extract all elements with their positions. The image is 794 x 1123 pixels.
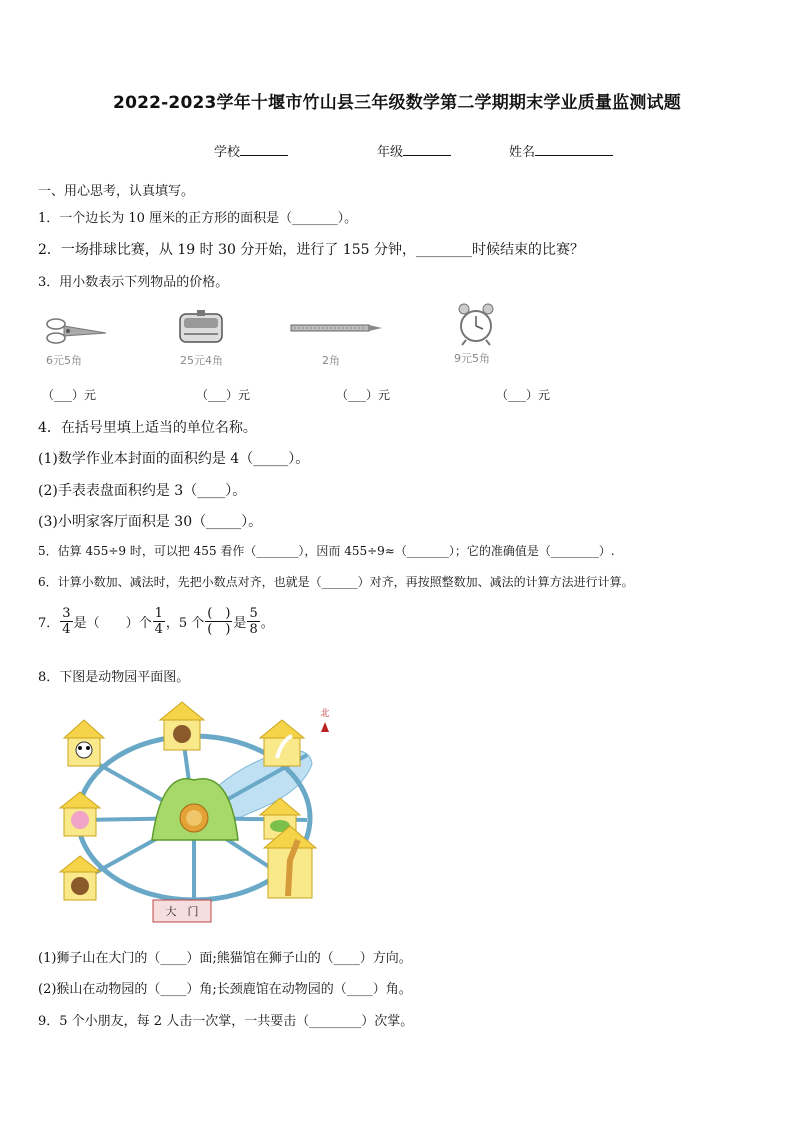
gate-label: 大 门	[165, 905, 199, 918]
price-label: 2角	[322, 354, 340, 367]
house-icon	[64, 720, 104, 766]
fraction-1-4: $\frac{1}{4}$	[154, 606, 163, 637]
answer-blank[interactable]: （___）元	[196, 388, 251, 402]
question-2: 2．一场排球比赛，从 19 时 30 分开始，进行了 155 分钟，________时候结束的比赛？	[38, 242, 584, 258]
grade-field[interactable]	[377, 141, 451, 160]
question-8-2: (2)猴山在动物园的（____）角;长颈鹿馆在动物园的（____）角。	[38, 982, 412, 997]
answer-blank[interactable]: （___）元	[496, 388, 551, 402]
question-9: 9．5 个小朋友，每 2 人击一次掌，一共要击（________）次掌。	[38, 1014, 414, 1029]
question-1: 1．一个边长为 10 厘米的正方形的面积是（_______）。	[38, 211, 358, 226]
page-title: 2022-2023学年十堰市竹山县三年级数学第二学期期末学业质量监测试题	[113, 93, 681, 113]
fraction-5-8: $\frac{5}{8}$	[249, 606, 258, 637]
pencil-icon	[290, 322, 384, 334]
question-3: 3．用小数表示下列物品的价格。	[38, 275, 229, 290]
question-4-3: (3)小明家客厅面积是 30（_____）。	[38, 514, 263, 530]
north-arrow-icon	[321, 722, 329, 732]
grade-label: 年级	[377, 145, 404, 160]
question-4-1: (1)数学作业本封面的面积约是 4（_____）。	[38, 451, 310, 467]
alarm-clock-icon	[456, 302, 496, 346]
question-8-1: (1)狮子山在大门的（____）面;熊猫馆在狮子山的（____）方向。	[38, 951, 412, 966]
question-5: 5．估算 455÷9 时，可以把 455 看作（_______），因而 455÷9≈（_______）；它的准确值是（________）.	[38, 544, 615, 558]
question-4: 4．在括号里填上适当的单位名称。	[38, 420, 257, 436]
school-label: 学校	[214, 145, 241, 160]
question-8: 8．下图是动物园平面图。	[38, 670, 190, 685]
price-label: 9元5角	[454, 352, 490, 365]
name-field[interactable]	[509, 141, 613, 160]
answer-blank[interactable]: （___）元	[336, 388, 391, 402]
question-6: 6．计算小数加、减法时，先把小数点对齐，也就是（______）对齐，再按照整数加、减法的计算方法进行计算。	[38, 575, 634, 589]
school-field[interactable]	[214, 141, 288, 160]
question-4-2: (2)手表表盘面积约是 3（____）。	[38, 483, 247, 499]
north-label: 北	[320, 709, 330, 719]
fraction-3-4: $\frac{3}{4}$	[62, 606, 71, 637]
scissors-icon	[44, 316, 108, 346]
answer-blank[interactable]: （___）元	[42, 388, 97, 402]
question-7: 7． $\frac{3}{4}$ 是（ ）个 $\frac{1}{4}$ ，5 个 $\frac{( )}{( )}$ 是 $\frac{5}{8}$ 。	[38, 606, 274, 637]
fraction-blank[interactable]: $\frac{( )}{( )}$	[207, 606, 231, 637]
price-label: 25元4角	[180, 354, 223, 367]
zoo-map	[52, 700, 342, 930]
pencil-box-icon	[176, 308, 226, 348]
name-label: 姓名	[509, 145, 536, 160]
price-label: 6元5角	[46, 354, 82, 367]
section-heading: 一、用心思考，认真填写。	[38, 184, 195, 199]
